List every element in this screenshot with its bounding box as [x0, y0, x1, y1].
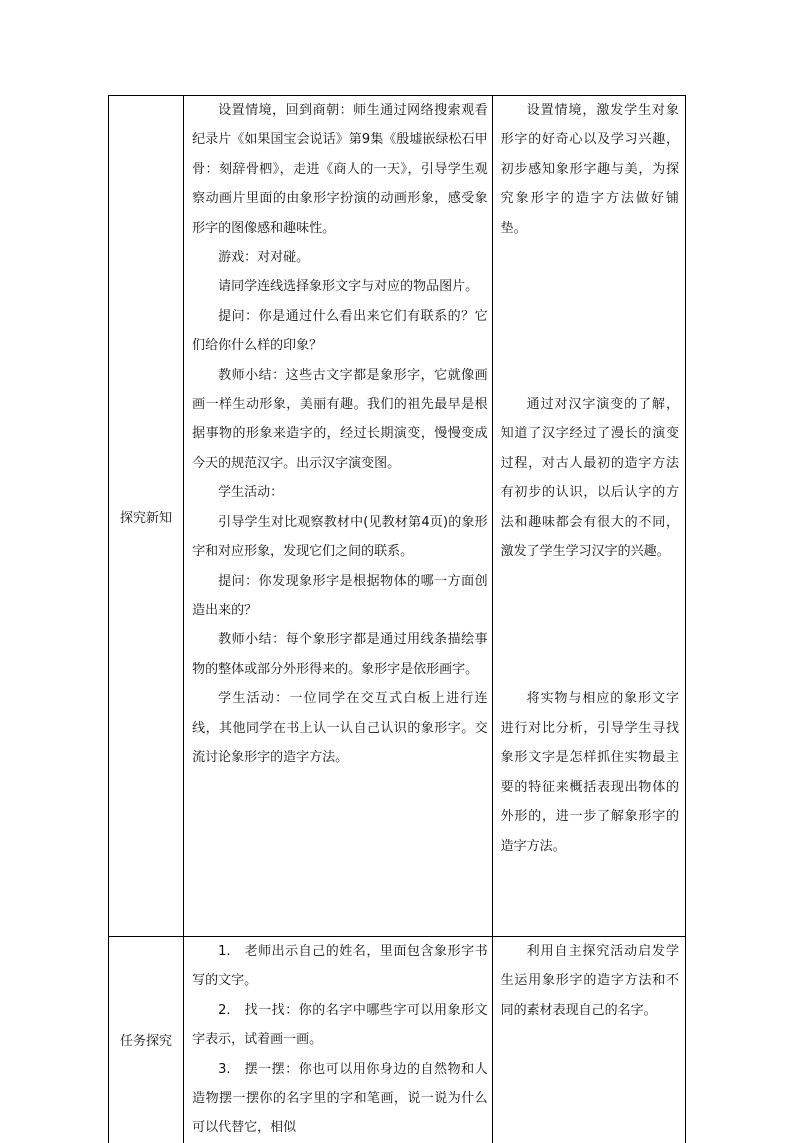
lesson-plan-table: [108, 95, 686, 1143]
intent-cell: [492, 937, 685, 1143]
process-paragraph: 设置情境，回到商朝：师生通过网络搜索观看纪录片《如果国宝会说话》第9集《殷墟嵌绿松石甲骨：刻辞骨柶》，走进《商人的一天》，引导学生观察动画片里面的由象形字扮演的动画形象，感受象形字的图像感和趣味性。: [192, 103, 488, 236]
process-paragraph: 引导学生对比观察教材中(见教材第4页)的象形字和对应形象，发现它们之间的联系。: [192, 514, 488, 560]
table-row: [109, 937, 686, 1143]
process-paragraph: 3. 摆一摆：你也可以用你身边的自然物和人造物摆一摆你的名字里的字和笔画，说一说为什么可以代替它，相似: [192, 1061, 488, 1136]
intent-paragraph: 将实物与相应的象形文字进行对比分析，引导学生寻找象形文字是怎样抓住实物最主要的特征来概括表现出物体的外形的，进一步了解象形字的造字方法。: [500, 691, 679, 854]
process-cell: [184, 96, 493, 937]
process-paragraph: 游戏：对对碰。: [218, 250, 310, 266]
process-cell: [184, 937, 493, 1143]
process-paragraph: 教师小结：这些古文字都是象形字，它就像画画一样生动形象，美丽有趣。我们的祖先最早是根据事物的形象来造字的，经过长期演变，慢慢变成今天的规范汉字。出示汉字演变图。: [192, 367, 488, 471]
process-paragraph: 学生活动：: [218, 485, 284, 501]
process-paragraph: 教师小结：每个象形字都是通过用线条描绘事物的整体或部分外形得来的。象形字是依形画字。: [192, 632, 488, 677]
process-paragraph: 学生活动：一位同学在交互式白板上进行连线，其他同学在书上认一认自己认识的象形字。交流讨论象形字的造字方法。: [192, 691, 488, 765]
process-paragraph: 请同学连线选择象形文字与对应的物品图片。: [218, 279, 479, 295]
intent-paragraph: 利用自主探究活动启发学生运用象形字的造字方法和不同的素材表现自己的名字。: [500, 944, 679, 1018]
stage-label: 任务探究: [109, 937, 184, 1143]
intent-paragraph: 通过对汉字演变的了解，知道了汉字经过了漫长的演变过程，对古人最初的造字方法有初步的认识，以后认字的方法和趣味都会有很大的不同，激发了学生学习汉字的兴趣。: [500, 397, 679, 560]
process-paragraph: 提问：你发现象形字是根据物体的哪一方面创造出来的？: [192, 573, 488, 618]
process-paragraph: 2. 找一找：你的名字中哪些字可以用象形文字表示，试着画一画。: [192, 1002, 488, 1048]
intent-cell: [492, 96, 685, 937]
table-row: [109, 96, 686, 937]
process-paragraph: 1. 老师出示自己的姓名，里面包含象形字书写的文字。: [192, 944, 488, 989]
process-paragraph: 提问：你是通过什么看出来它们有联系的？它们给你什么样的印象？: [192, 308, 488, 354]
intent-paragraph: 设置情境，激发学生对象形字的好奇心以及学习兴趣，初步感知象形字趣与美，为探究象形字的造字方法做好铺垫。: [500, 103, 679, 236]
stage-label: 探究新知: [109, 96, 184, 937]
